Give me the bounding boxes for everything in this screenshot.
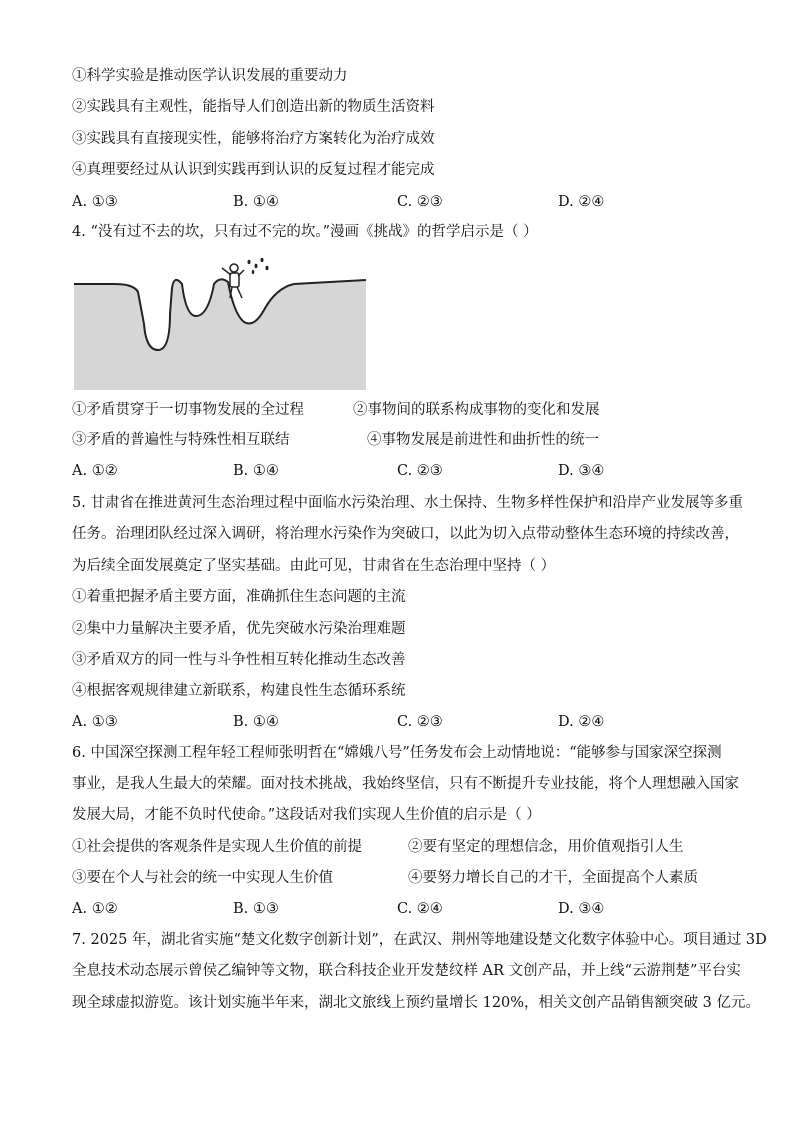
q4-statement-2: ②事物间的联系构成事物的变化和发展 — [353, 402, 600, 418]
q6-statement-1: ①社会提供的客观条件是实现人生价值的前提 — [72, 839, 362, 855]
q3-statement-2: ②实践具有主观性，能指导人们创造出新的物质生活资料 — [72, 99, 435, 115]
q5-statement-4: ④根据客观规律建立新联系，构建良性生态循环系统 — [72, 683, 406, 699]
q6-statement-3: ③要在个人与社会的统一中实现人生价值 — [72, 870, 333, 886]
q6-stem-line-3: 发展大局，才能不负时代使命。”这段话对我们实现人生价值的启示是（ ） — [72, 807, 541, 823]
q5-statement-1: ①着重把握矛盾主要方面，准确抓住生态问题的主流 — [72, 589, 406, 605]
q3-statement-1: ①科学实验是推动医学认识发展的重要动力 — [72, 68, 348, 84]
q5-stem-line-1: 5. 甘肃省在推进黄河生态治理过程中面临水污染治理、水土保持、生物多样性保护和沿岸产业发展等多重 — [72, 495, 743, 511]
q5-statement-3: ③矛盾双方的同一性与斗争性相互转化推动生态改善 — [72, 652, 406, 668]
q3-option-a[interactable]: A. ①③ — [72, 194, 118, 210]
q3-option-d[interactable]: D. ②④ — [558, 194, 605, 210]
q6-statement-2: ②要有坚定的理想信念，用价值观指引人生 — [408, 839, 684, 855]
q6-option-a[interactable]: A. ①② — [72, 901, 118, 917]
q3-statement-3: ③实践具有直接现实性，能够将治疗方案转化为治疗成效 — [72, 131, 435, 147]
q5-option-b[interactable]: B. ①④ — [233, 714, 279, 730]
q5-option-a[interactable]: A. ①③ — [72, 714, 118, 730]
q5-option-c[interactable]: C. ②③ — [397, 714, 443, 730]
q4-option-b[interactable]: B. ①④ — [233, 463, 279, 479]
q6-statement-4: ④要努力增长自己的才干，全面提高个人素质 — [408, 870, 698, 886]
q6-option-d[interactable]: D. ③④ — [558, 901, 605, 917]
challenge-cartoon-image — [74, 254, 366, 390]
q4-option-d[interactable]: D. ③④ — [558, 463, 605, 479]
q5-stem-line-2: 任务。治理团队经过深入调研，将治理水污染作为突破口，以此为切入点带动整体生态环境的持续改善， — [72, 526, 739, 542]
q3-option-c[interactable]: C. ②③ — [397, 194, 443, 210]
q7-stem-line-1: 7. 2025 年，湖北省实施“楚文化数字创新计划”，在武汉、荆州等地建设楚文化数字体验中心。项目通过 3D — [72, 932, 767, 948]
q4-statement-4: ④事物发展是前进性和曲折性的统一 — [367, 432, 599, 448]
q7-stem-line-2: 全息技术动态展示曾侯乙编钟等文物，联合科技企业开发楚纹样 AR 文创产品，并上线“云游荆楚”平台实 — [72, 963, 741, 979]
q4-stem: 4. “没有过不去的坎，只有过不完的坎。”漫画《挑战》的哲学启示是（ ） — [72, 224, 538, 240]
q3-statement-4: ④真理要经过从认识到实践再到认识的反复过程才能完成 — [72, 162, 435, 178]
q5-option-d[interactable]: D. ②④ — [558, 714, 605, 730]
q6-stem-line-1: 6. 中国深空探测工程年轻工程师张明哲在“嫦娥八号”任务发布会上动情地说：“能够参与国家深空探测 — [72, 745, 722, 761]
q4-statement-1: ①矛盾贯穿于一切事物发展的全过程 — [72, 402, 304, 418]
q7-stem-line-3: 现全球虚拟游览。该计划实施半年来，湖北文旅线上预约量增长 120%，相关文创产品销售额突破 3 亿元。 — [72, 995, 761, 1011]
sweat-drops — [248, 258, 269, 274]
q6-stem-line-2: 事业，是我人生最大的荣耀。面对技术挑战，我始终坚信，只有不断提升专业技能，将个人理想融入国家 — [72, 776, 739, 792]
q4-option-a[interactable]: A. ①② — [72, 463, 118, 479]
q4-statement-3: ③矛盾的普遍性与特殊性相互联结 — [72, 432, 290, 448]
q6-option-c[interactable]: C. ②④ — [397, 901, 443, 917]
q6-option-b[interactable]: B. ①③ — [233, 901, 279, 917]
q4-option-c[interactable]: C. ②③ — [397, 463, 443, 479]
q5-stem-line-3: 为后续全面发展奠定了坚实基础。由此可见，甘肃省在生态治理中坚持（ ） — [72, 558, 556, 574]
q5-statement-2: ②集中力量解决主要矛盾，优先突破水污染治理难题 — [72, 621, 406, 637]
q3-option-b[interactable]: B. ①④ — [233, 194, 279, 210]
